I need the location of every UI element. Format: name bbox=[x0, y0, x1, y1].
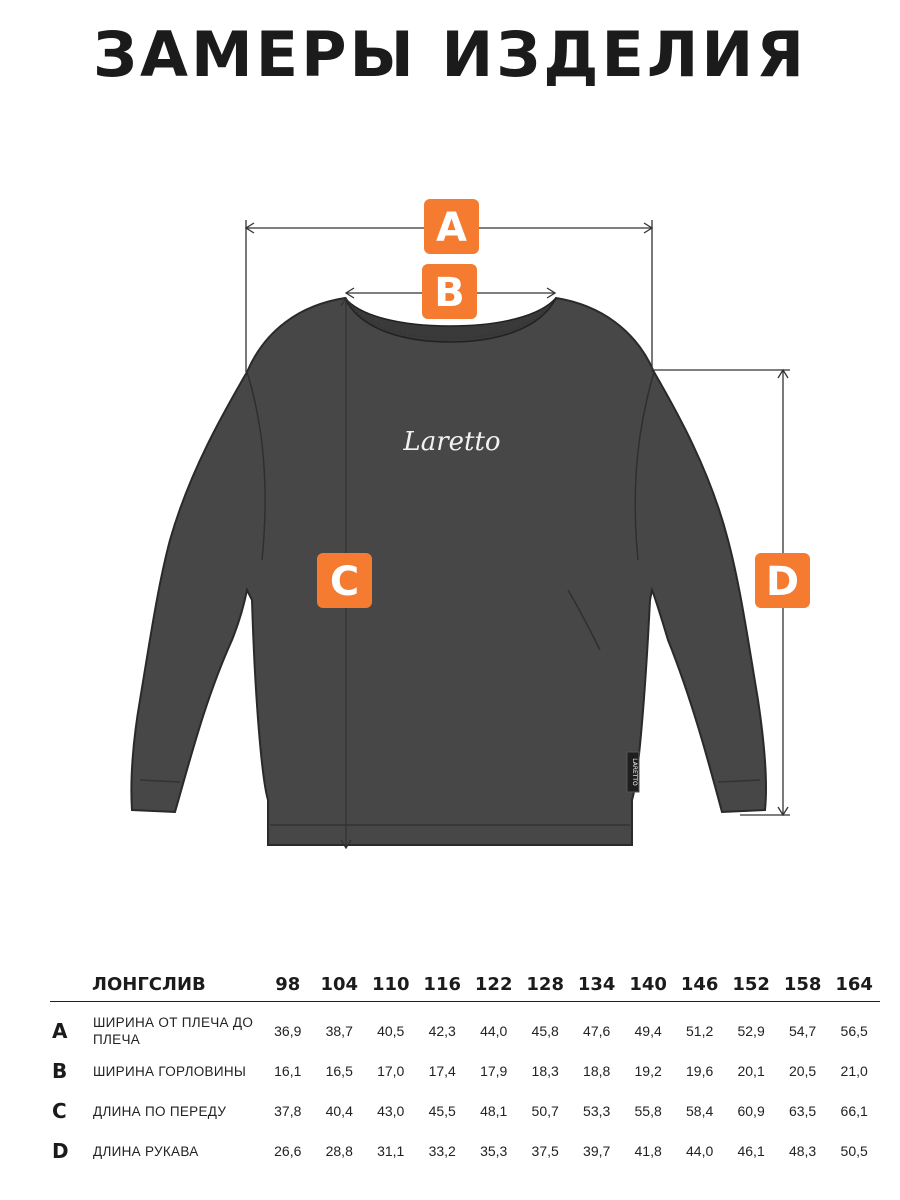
measure-value: 48,1 bbox=[480, 1103, 508, 1119]
size-header: 128 bbox=[519, 968, 570, 1002]
measure-value: 40,4 bbox=[325, 1103, 353, 1119]
measure-value: 50,5 bbox=[840, 1143, 868, 1159]
measure-value: 54,7 bbox=[788, 1023, 817, 1039]
measure-value: 40,5 bbox=[377, 1023, 405, 1039]
table-row bbox=[50, 1091, 880, 1131]
measure-value: 21,0 bbox=[840, 1063, 868, 1079]
measure-value: 38,7 bbox=[325, 1023, 353, 1039]
measure-label: ШИРИНА ГОРЛОВИНЫ bbox=[93, 1063, 247, 1079]
brand-script: Laretto bbox=[403, 427, 501, 457]
measure-value: 33,2 bbox=[428, 1143, 456, 1159]
svg-text:C: C bbox=[329, 559, 360, 605]
measure-value: 58,4 bbox=[686, 1103, 714, 1119]
measure-value: 20,5 bbox=[788, 1063, 817, 1079]
measure-value: 18,8 bbox=[583, 1063, 611, 1079]
size-header: 98 bbox=[262, 968, 313, 1002]
size-header: 158 bbox=[777, 968, 828, 1002]
measure-value: 39,7 bbox=[583, 1143, 611, 1159]
measure-value: 17,4 bbox=[428, 1063, 456, 1079]
size-header: 122 bbox=[468, 968, 519, 1002]
measure-value: 43,0 bbox=[377, 1103, 405, 1119]
measure-value: 47,6 bbox=[583, 1023, 611, 1039]
measure-value: 44,0 bbox=[480, 1023, 508, 1039]
badge-c bbox=[317, 553, 372, 608]
measure-value: 31,1 bbox=[377, 1143, 405, 1159]
badge-a bbox=[424, 199, 479, 254]
measure-value: 44,0 bbox=[686, 1143, 714, 1159]
measure-value: 19,2 bbox=[634, 1063, 662, 1079]
measure-value: 28,8 bbox=[325, 1143, 353, 1159]
measure-value: 52,9 bbox=[737, 1023, 765, 1039]
size-header-row bbox=[50, 968, 880, 1002]
size-header: 116 bbox=[416, 968, 467, 1002]
size-header: 110 bbox=[365, 968, 416, 1002]
page-title: ЗАМЕРЫ ИЗДЕЛИЯ bbox=[93, 18, 807, 91]
measure-label: ДЛИНА РУКАВА bbox=[93, 1143, 199, 1159]
measure-value: 48,3 bbox=[788, 1143, 817, 1159]
side-label-text: LARETTO bbox=[631, 758, 638, 786]
measure-value: 46,1 bbox=[737, 1143, 765, 1159]
measure-value: 37,8 bbox=[274, 1103, 302, 1119]
table-row bbox=[50, 1051, 880, 1091]
size-header: 104 bbox=[314, 968, 365, 1002]
measure-value: 56,5 bbox=[840, 1023, 868, 1039]
size-header: 146 bbox=[674, 968, 725, 1002]
measure-value: 45,8 bbox=[531, 1023, 559, 1039]
product-name: ЛОНГСЛИВ bbox=[50, 968, 262, 1002]
measure-label: ШИРИНА ОТ ПЛЕЧА ДО ПЛЕЧА bbox=[93, 1015, 254, 1047]
measure-value: 26,6 bbox=[274, 1143, 302, 1159]
measure-value: 50,7 bbox=[531, 1103, 559, 1119]
measure-value: 16,5 bbox=[325, 1063, 353, 1079]
measure-value: 17,9 bbox=[480, 1063, 508, 1079]
badge-b bbox=[422, 264, 477, 319]
size-header: 140 bbox=[622, 968, 673, 1002]
svg-text:A: A bbox=[436, 205, 467, 251]
measure-letter: B bbox=[52, 1059, 68, 1083]
svg-text:D: D bbox=[765, 559, 800, 605]
measure-value: 60,9 bbox=[737, 1103, 765, 1119]
svg-text:B: B bbox=[434, 270, 465, 316]
measure-value: 18,3 bbox=[531, 1063, 559, 1079]
size-header: 164 bbox=[828, 968, 880, 1002]
measure-value: 37,5 bbox=[531, 1143, 559, 1159]
measure-letter: C bbox=[52, 1099, 67, 1123]
measure-value: 66,1 bbox=[840, 1103, 868, 1119]
measure-value: 55,8 bbox=[634, 1103, 662, 1119]
measure-value: 51,2 bbox=[686, 1023, 714, 1039]
measure-value: 41,8 bbox=[634, 1143, 662, 1159]
measure-letter: A bbox=[52, 1019, 68, 1043]
measure-value: 16,1 bbox=[274, 1063, 302, 1079]
badge-d bbox=[755, 553, 810, 608]
size-header: 152 bbox=[725, 968, 776, 1002]
measure-value: 63,5 bbox=[788, 1103, 817, 1119]
size-header: 134 bbox=[571, 968, 622, 1002]
garment-body bbox=[131, 298, 766, 845]
measure-value: 53,3 bbox=[583, 1103, 611, 1119]
measure-letter: D bbox=[52, 1139, 69, 1163]
measure-value: 35,3 bbox=[480, 1143, 508, 1159]
table-row bbox=[50, 1002, 880, 1052]
measure-value: 42,3 bbox=[428, 1023, 456, 1039]
size-table bbox=[50, 968, 880, 1171]
longsleeve-illustration bbox=[131, 298, 766, 845]
measure-value: 17,0 bbox=[377, 1063, 405, 1079]
measure-value: 19,6 bbox=[686, 1063, 714, 1079]
measure-label: ДЛИНА ПО ПЕРЕДУ bbox=[93, 1103, 227, 1119]
measure-value: 36,9 bbox=[274, 1023, 302, 1039]
measure-value: 20,1 bbox=[737, 1063, 765, 1079]
measure-value: 45,5 bbox=[428, 1103, 456, 1119]
table-row bbox=[50, 1131, 880, 1171]
measure-value: 49,4 bbox=[634, 1023, 662, 1039]
